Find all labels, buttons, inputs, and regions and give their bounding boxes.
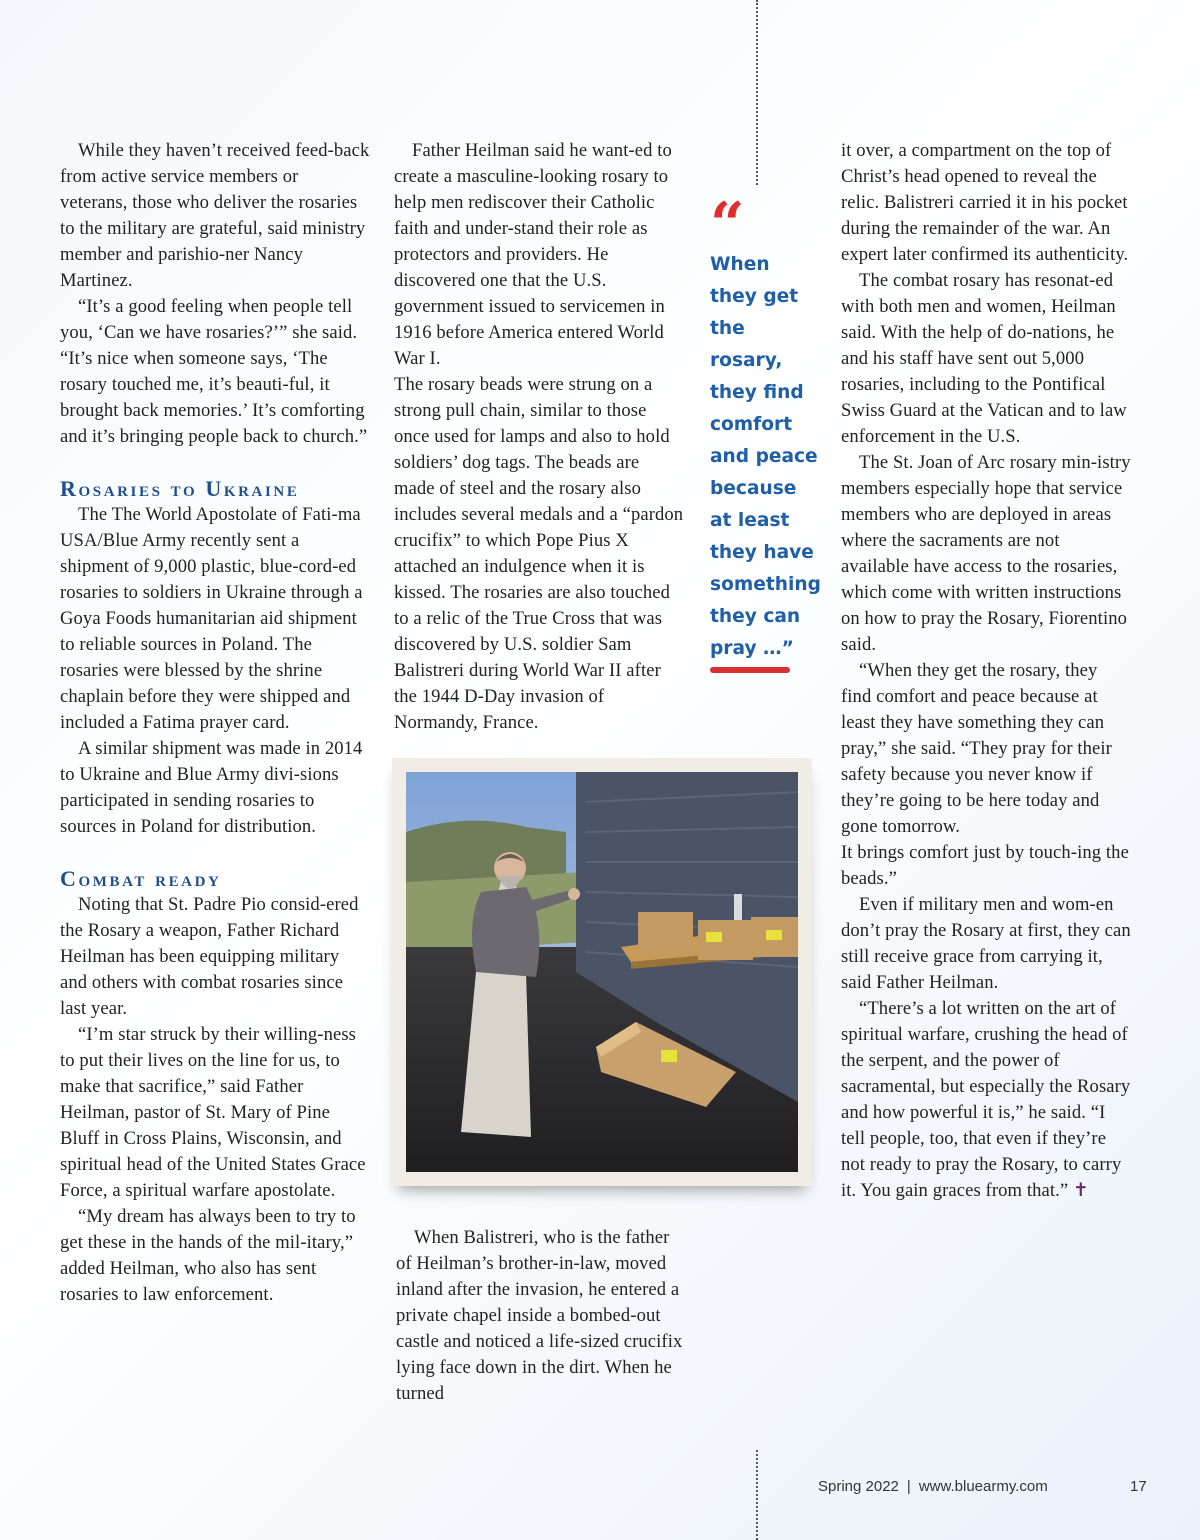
- paragraph: Father Heilman said he want-ed to create a masculine-looking rosary to help men rediscover their Catholic faith and under-stand their role as protectors and providers. He discovered one that the U.S. government issued to servicemen in 1916 before America entered World War I.: [394, 140, 672, 369]
- column-4: [841, 138, 1131, 1204]
- pull-quote-line: because: [710, 478, 797, 499]
- paragraph: When Balistreri, who is the father of Heilman’s brother-in-law, moved inland after the invasion, he entered a private chapel inside a bombed-out castle and noticed a life-sized crucifix lying face down in the dirt. When he turned: [396, 1227, 683, 1404]
- pull-quote-line: When: [710, 254, 770, 275]
- paragraph: [841, 996, 1131, 1204]
- pull-quote-line: they have: [710, 542, 814, 563]
- pull-quote-line: at least: [710, 510, 790, 531]
- pull-quote-line: they get: [710, 286, 799, 307]
- pull-quote-line: something: [710, 574, 821, 595]
- page-number: 17: [1130, 1478, 1147, 1495]
- pull-quote-line: they find: [710, 382, 804, 403]
- paragraph: “I’m star struck by their willing-ness to put their lives on the line for us, to make that sacrifice,” said Father Heilman, pastor of St. Mary of Pine Bluff in Cross Plains, Wisconsin, and spiritual head of the United States Grace Force, a spiritual warfare apostolate.: [60, 1024, 366, 1201]
- paragraph-text: “There’s a lot written on the art of spiritual warfare, crushing the head of the serpent, and the power of sacramental, but especially the Rosary and how powerful it is,” he said. “I tell people, too, that even if they’re not ready to pray the Rosary, to carry it. You gain graces from that.”: [841, 998, 1131, 1201]
- issue-label: Spring 2022: [818, 1478, 899, 1495]
- column-2-continued: [396, 1225, 686, 1407]
- pull-quote-line: and peace: [710, 446, 818, 467]
- page-footer: [818, 1478, 1158, 1495]
- paragraph: While they haven’t received feed-back from active service members or veterans, those who deliver the rosaries to the military are grateful, said ministry member and parishio-ner Nancy Martinez.: [60, 140, 370, 291]
- column-2: [394, 138, 684, 736]
- paragraph: Noting that St. Padre Pio consid-ered the Rosary a weapon, Father Richard Heilman has been equipping military and others with combat rosaries since last year.: [60, 894, 359, 1019]
- pull-quote: [710, 190, 822, 665]
- paragraph: The The World Apostolate of Fati-ma USA/Blue Army recently sent a shipment of 9,000 plastic, blue-cord-ed rosaries to soldiers in Ukraine through a Goya Foods humanitarian aid shipment to reliable sources in Poland. The rosaries were blessed by the shrine chaplain before they were shipped and included a Fatima prayer card.: [60, 504, 363, 733]
- paragraph: it over, a compartment on the top of Christ’s head opened to reveal the relic. Balistreri carried it in his pocket during the remainder of the war. An expert later confirmed its authenticity.: [841, 140, 1129, 265]
- paragraph: “When they get the rosary, they find comfort and peace because at least they have something they can pray,” she said. “They pray for their safety because you never know if they’re going to be here today and gone tomorrow.: [841, 660, 1112, 837]
- footer-separator: |: [906, 1478, 911, 1495]
- paragraph: It brings comfort just by touch-ing the beads.”: [841, 842, 1129, 889]
- pull-quote-line: comfort: [710, 414, 793, 435]
- priest-blessing-boxes-photo: [406, 772, 798, 1172]
- paragraph: A similar shipment was made in 2014 to Ukraine and Blue Army divi-sions participated in sending rosaries to sources in Poland for distribution.: [60, 738, 363, 837]
- paragraph: Even if military men and wom-en don’t pray the Rosary at first, they can still receive grace from carrying it, said Father Heilman.: [841, 894, 1131, 993]
- website-link[interactable]: www.bluearmy.com: [918, 1478, 1048, 1495]
- column-divider-top: [756, 0, 758, 185]
- paragraph: “It’s a good feeling when people tell you, ‘Can we have rosaries?’” she said. “It’s nice when someone says, ‘The rosary touched me, it’s beauti-ful, it brought back memories.’ It’s comforting and it’s bringing people back to church.”: [60, 296, 368, 447]
- photo-illustration: [406, 772, 798, 1172]
- paragraph: “My dream has always been to try to get these in the hands of the mil-itary,” added Heilman, who also has sent rosaries to law enforcement.: [60, 1206, 356, 1305]
- paragraph: The rosary beads were strung on a strong pull chain, similar to those once used for lamps and also to hold soldiers’ dog tags. The beads are made of steel and the rosary also includes several medals and a “pardon crucifix” to which Pope Pius X attached an indulgence when it is kissed. The rosaries are also touched to a relic of the True Cross that was discovered by U.S. soldier Sam Balistreri during World War II after the 1944 D-Day invasion of Normandy, France.: [394, 374, 684, 733]
- paragraph: The St. Joan of Arc rosary min-istry members especially hope that service members who are deployed in areas where the sacraments are not available have access to the rosaries, which come with written instructions on how to pray the Rosary, Fiorentino said.: [841, 452, 1131, 655]
- pull-quote-line: pray …”: [710, 638, 794, 659]
- quote-mark-icon: “: [710, 190, 745, 260]
- photo-frame: [392, 758, 812, 1186]
- pull-quote-line: the rosary,: [710, 318, 783, 371]
- pull-quote-line: they can: [710, 606, 801, 627]
- paragraph: The combat rosary has resonat-ed with both men and women, Heilman said. With the help of do-nations, he and his staff have sent out 5,000 rosaries, including to the Pontifical Swiss Guard at the Vatican and to law enforcement in the U.S.: [841, 270, 1127, 447]
- column-1: [60, 138, 370, 1308]
- pull-quote-rule: [710, 667, 790, 673]
- subheading-rosaries-to-ukraine: Rosaries to Ukraine: [60, 476, 300, 501]
- column-divider-bottom: [756, 1450, 758, 1540]
- cross-icon: ✝: [1072, 1180, 1089, 1201]
- subheading-combat-ready: Combat ready: [60, 866, 222, 891]
